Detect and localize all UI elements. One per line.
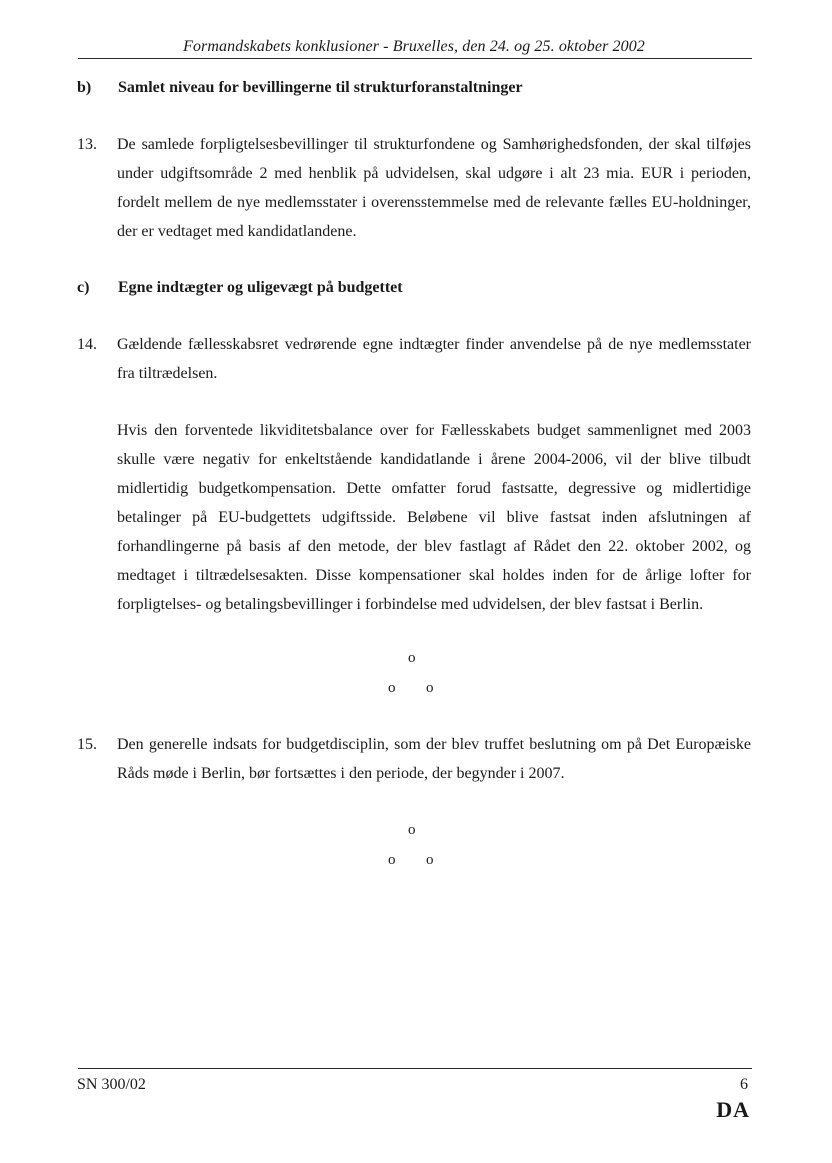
paragraph-number-13: 13. — [77, 136, 97, 153]
section-letter-b: b) — [77, 79, 92, 96]
separator-mark: o — [408, 822, 416, 838]
header-rule — [78, 58, 752, 59]
paragraph-text-15: Den generelle indsats for budgetdisciplin, som der blev truffet beslutning om på Det Europæiske Råds møde i Berlin, bør fortsættes i den periode, der begynder i 2007. — [117, 736, 751, 782]
section-separator — [370, 650, 450, 698]
document-reference: SN 300/02 — [77, 1076, 146, 1093]
separator-mark: o — [408, 650, 416, 666]
section-separator — [370, 822, 450, 870]
paragraph-number-14: 14. — [77, 336, 97, 353]
section-title-c: Egne indtægter og uligevægt på budgettet — [118, 279, 403, 296]
paragraph-text-13: De samlede forpligtelsesbevillinger til strukturfondene og Samhørighedsfonden, der skal tilføjes under udgiftsområde 2 med henblik på udvidelsen, skal udgøre i alt 23 mia. EUR i perioden, fordelt mellem de nye medlemsstater i overensstemmelse med de relevante fælles EU-holdninger, der er vedtaget med kandidatlandene. — [117, 136, 751, 240]
footer-rule — [78, 1068, 752, 1069]
section-title-b: Samlet niveau for bevillingerne til strukturforanstaltninger — [118, 79, 523, 96]
separator-mark: o — [426, 852, 434, 868]
paragraph-text-14: Gældende fællesskabsret vedrørende egne indtægter finder anvendelse på de nye medlemsstater fra tiltrædelsen. — [117, 336, 751, 382]
separator-mark: o — [388, 852, 396, 868]
section-letter-c: c) — [77, 279, 90, 296]
paragraph-number-15: 15. — [77, 736, 97, 753]
page-number: 6 — [740, 1076, 748, 1093]
paragraph-text-14-continued: Hvis den forventede likviditetsbalance over for Fællesskabets budget sammenlignet med 2003 skulle være negativ for enkeltstående kandidatlande i årene 2004-2006, vil der blive tilbudt midlertidig budgetkompensation. Dette omfatter forud fastsatte, degressive og midlertidige betalinger på EU-budgettets udgiftsside. Beløbene vil blive fastsat inden afslutningen af forhandlingerne på basis af den metode, der blev fastlagt af Rådet den 22. oktober 2002, og medtaget i tiltrædelsesakten. Disse kompensationer skal holdes inden for de årlige lofter for forpligtelses- og betalingsbevillinger i forbindelse med udvidelsen, der blev fastsat i Berlin. — [117, 422, 751, 613]
separator-mark: o — [388, 680, 396, 696]
separator-mark: o — [426, 680, 434, 696]
running-header: Formandskabets konklusioner - Bruxelles, den 24. og 25. oktober 2002 — [183, 38, 645, 55]
language-code: DA — [716, 1097, 750, 1122]
